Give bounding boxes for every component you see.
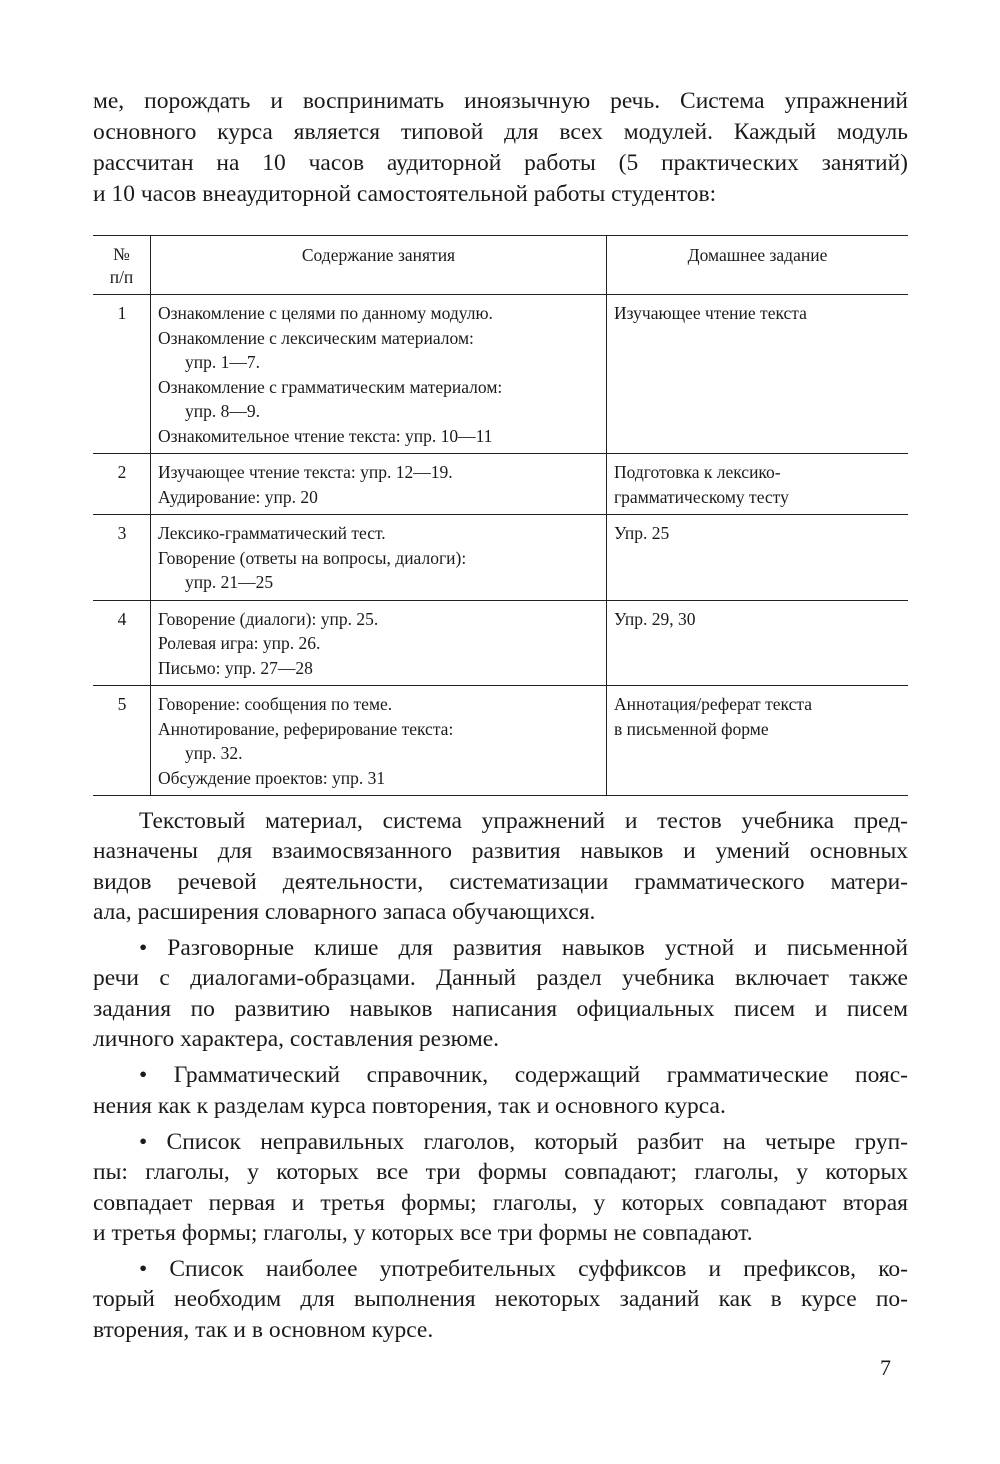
homework-cell bbox=[607, 600, 909, 686]
paragraph-line: задания по развитию навыков написания официальных писем и писем bbox=[93, 995, 908, 1022]
paragraph-line: • Список наиболее употребительных суффиксов и префиксов, ко- bbox=[139, 1256, 908, 1283]
row-number: 4 bbox=[117, 608, 127, 629]
lesson-content-text: Аудирование: упр. 20 bbox=[158, 486, 318, 507]
lesson-content-text: Говорение (ответы на вопросы, диалоги): bbox=[158, 547, 467, 568]
homework-line: Изучающее чтение текста bbox=[614, 303, 807, 323]
lesson-content-item bbox=[158, 424, 600, 449]
homework-cell bbox=[607, 295, 909, 454]
table-body bbox=[93, 295, 908, 796]
lesson-content-exercises: упр. 1—7. bbox=[185, 352, 260, 372]
paragraph-line: • Список неправильных глаголов, который разбит на четыре груп- bbox=[139, 1128, 908, 1155]
lesson-content-cell bbox=[151, 454, 607, 515]
intro-paragraph bbox=[93, 86, 908, 210]
table-row bbox=[93, 454, 908, 515]
paragraph-line: пы: глаголы, у которых все три формы совпадают; глаголы, у которых bbox=[93, 1159, 908, 1186]
paragraph-line: нения как к разделам курса повторения, так и основного курса. bbox=[93, 1092, 726, 1119]
paragraph-line: торый необходим для выполнения некоторых заданий как в курсе по- bbox=[93, 1286, 908, 1313]
lesson-content-item bbox=[158, 521, 600, 546]
lesson-content-item bbox=[158, 766, 600, 791]
lesson-content-item bbox=[158, 656, 600, 681]
lesson-content-text: Ролевая игра: упр. 26. bbox=[158, 633, 321, 653]
homework-line: в письменной форме bbox=[614, 718, 769, 739]
intro-line: и 10 часов внеаудиторной самостоятельной работы студентов: bbox=[93, 181, 717, 207]
body-paragraph bbox=[93, 1127, 908, 1248]
body-paragraph bbox=[93, 1254, 908, 1345]
lesson-content-text: Ознакомление с лексическим материалом: bbox=[158, 327, 474, 348]
column-header-number bbox=[93, 236, 151, 295]
lesson-content-item bbox=[158, 460, 600, 485]
table-row bbox=[93, 686, 908, 796]
lesson-content-text: Говорение (диалоги): упр. 25. bbox=[158, 608, 379, 629]
paragraph-line: • Грамматический справочник, содержащий грамматические пояс- bbox=[139, 1062, 908, 1089]
homework-line: Упр. 29, 30 bbox=[614, 608, 696, 629]
lesson-content-exercises: упр. 32. bbox=[185, 743, 243, 763]
table-header-row bbox=[93, 236, 908, 295]
row-number: 1 bbox=[117, 303, 127, 323]
homework-line: Аннотация/реферат текста bbox=[614, 694, 812, 714]
lesson-content-cell bbox=[151, 515, 607, 601]
paragraph-line: речи с диалогами-образцами. Данный раздел учебника включает также bbox=[93, 965, 908, 992]
paragraph-line: видов речевой деятельности, систематизации грамматического матери- bbox=[93, 868, 908, 895]
homework-cell bbox=[607, 454, 909, 515]
lesson-content-item bbox=[158, 485, 600, 510]
homework-cell bbox=[607, 515, 909, 601]
lesson-content-item bbox=[158, 301, 600, 326]
lesson-content-text: Ознакомление с грамматическим материалом: bbox=[158, 376, 503, 397]
row-number: 3 bbox=[117, 523, 127, 543]
paragraph-line: вторения, так и в основном курсе. bbox=[93, 1316, 434, 1343]
page-number: 7 bbox=[880, 1355, 891, 1380]
column-header-content: Содержание занятия bbox=[151, 236, 607, 295]
table-row bbox=[93, 600, 908, 686]
body-paragraph bbox=[93, 1060, 908, 1121]
lesson-content-text: Изучающее чтение текста: упр. 12—19. bbox=[158, 462, 453, 482]
lesson-content-item bbox=[158, 546, 600, 595]
homework-line: Подготовка к лексико- bbox=[614, 462, 781, 482]
table-row bbox=[93, 295, 908, 454]
intro-line: ме, порождать и воспринимать иноязычную речь. Система упражнений bbox=[93, 88, 908, 114]
paragraph-line: ала, расширения словарного запаса обучающихся. bbox=[93, 898, 596, 925]
column-header-homework: Домашнее задание bbox=[607, 236, 909, 295]
lesson-content-item bbox=[158, 631, 600, 656]
table-row bbox=[93, 515, 908, 601]
lesson-content-item bbox=[158, 692, 600, 717]
homework-line: Упр. 25 bbox=[614, 523, 670, 543]
body-text bbox=[93, 806, 908, 1351]
paragraph-line: и третья формы; глаголы, у которых все три формы не совпадают. bbox=[93, 1219, 753, 1246]
paragraph-line: назначены для взаимосвязанного развития навыков и умений основных bbox=[93, 838, 908, 865]
lesson-content-text: Ознакомительное чтение текста: упр. 10—11 bbox=[158, 425, 493, 446]
paragraph-line: Текстовый материал, система упражнений и тестов учебника пред- bbox=[139, 808, 908, 834]
lesson-content-cell bbox=[151, 600, 607, 686]
lesson-content-text: Лексико-грамматический тест. bbox=[158, 523, 386, 543]
homework-cell bbox=[607, 686, 909, 796]
lesson-content-item bbox=[158, 326, 600, 375]
row-number: 2 bbox=[117, 462, 127, 482]
paragraph-line: личного характера, составления резюме. bbox=[93, 1026, 500, 1053]
lesson-content-text: Письмо: упр. 27—28 bbox=[158, 657, 313, 678]
lesson-content-item bbox=[158, 717, 600, 766]
lesson-content-text: Аннотирование, реферирование текста: bbox=[158, 718, 454, 739]
paragraph-line: • Разговорные клише для развития навыков устной и письменной bbox=[139, 935, 908, 962]
intro-line: основного курса является типовой для всех модулей. Каждый модуль bbox=[93, 119, 908, 145]
lesson-content-exercises: упр. 21—25 bbox=[185, 572, 274, 592]
lesson-content-cell bbox=[151, 686, 607, 796]
lesson-content-item bbox=[158, 607, 600, 632]
lesson-content-text: Ознакомление с целями по данному модулю. bbox=[158, 303, 493, 323]
paragraph-line: совпадает первая и третья формы; глаголы, у которых совпадают вторая bbox=[93, 1189, 908, 1216]
body-paragraph bbox=[93, 933, 908, 1054]
lesson-content-item bbox=[158, 375, 600, 424]
body-paragraph bbox=[93, 806, 908, 927]
lesson-plan-table bbox=[93, 235, 908, 796]
column-header-number-symbol: № bbox=[113, 244, 130, 264]
lesson-content-exercises: упр. 8—9. bbox=[185, 401, 260, 421]
lesson-content-text: Обсуждение проектов: упр. 31 bbox=[158, 767, 386, 788]
column-header-number-abbr: п/п bbox=[109, 267, 134, 287]
intro-line: рассчитан на 10 часов аудиторной работы (5 практических занятий) bbox=[93, 150, 908, 176]
lesson-content-cell bbox=[151, 295, 607, 454]
row-number: 5 bbox=[117, 694, 127, 714]
homework-line: грамматическому тесту bbox=[614, 486, 789, 507]
lesson-content-text: Говорение: сообщения по теме. bbox=[158, 694, 393, 714]
